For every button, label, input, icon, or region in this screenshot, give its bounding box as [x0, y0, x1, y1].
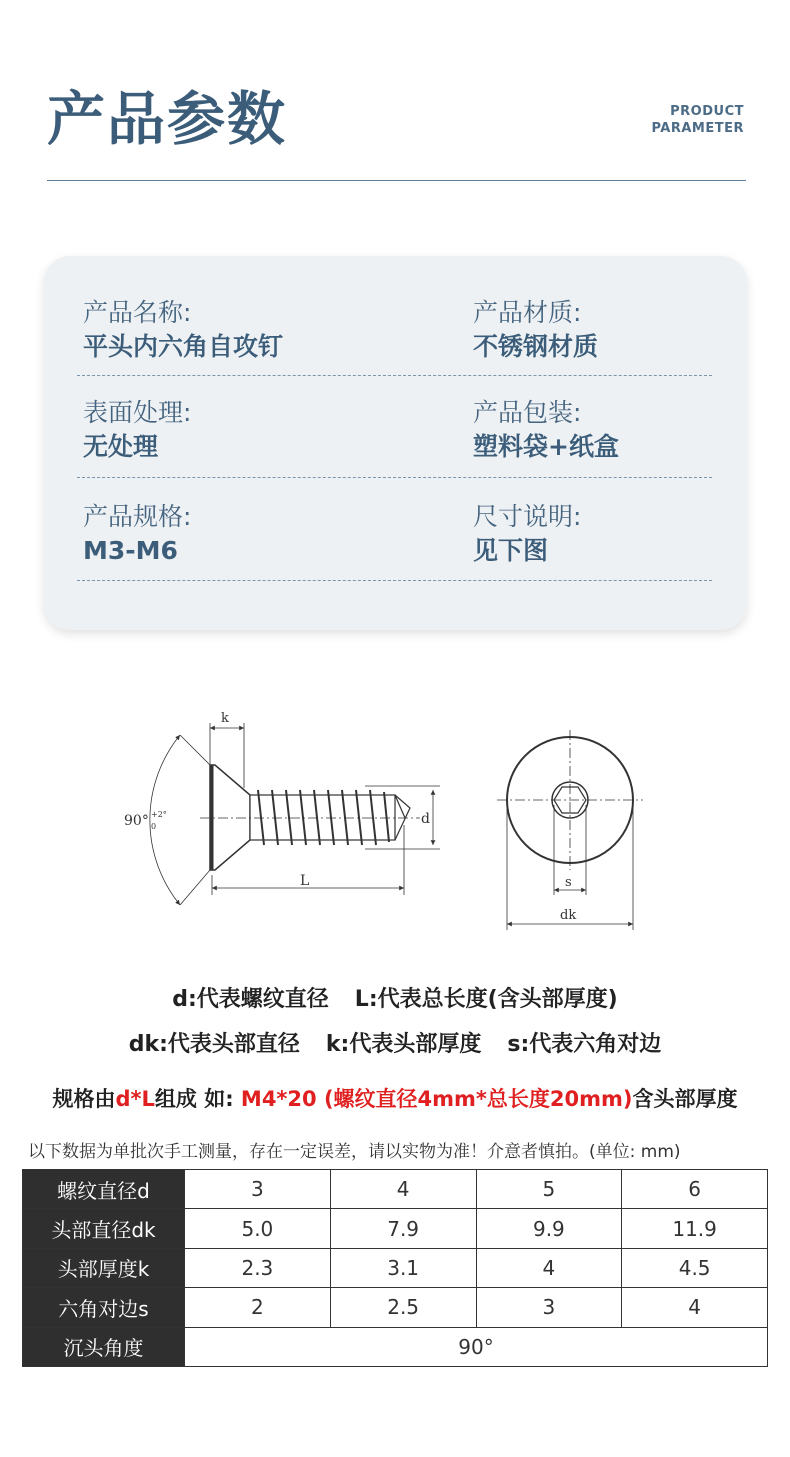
table-row — [23, 1209, 768, 1248]
page-subtitle — [651, 103, 744, 137]
legend-line-2 — [0, 1027, 790, 1058]
spec-rule-format: d*L — [115, 1087, 155, 1111]
table-row — [23, 1327, 768, 1366]
spec-value: 平头内六角自攻钉 — [83, 332, 284, 361]
page-title: 产品参数 — [47, 85, 288, 153]
table-cell: 3 — [476, 1288, 622, 1327]
spec-name — [83, 298, 283, 363]
spec-card — [44, 256, 747, 630]
spec-row-2 — [77, 376, 712, 478]
spec-rule-suffix: 含头部厚度 — [632, 1087, 738, 1111]
spec-value: M3-M6 — [83, 536, 178, 565]
spec-dimension-note — [473, 502, 581, 567]
spec-rule-mid: 组成 如: — [154, 1087, 241, 1111]
spec-rule-example: M4*20 (螺纹直径4mm*总长度20mm) — [240, 1087, 633, 1111]
subtitle-line-1: PRODUCT — [670, 104, 744, 119]
spec-label: 尺寸说明: — [473, 502, 582, 531]
top-view — [497, 730, 643, 930]
table-cell: 4 — [622, 1288, 768, 1327]
table-cell: 11.9 — [622, 1209, 768, 1248]
spec-rule-prefix: 规格由 — [52, 1087, 116, 1111]
legend-s: s:代表六角对边 — [507, 1032, 662, 1057]
spec-label: 产品材质: — [473, 298, 582, 327]
spec-material — [473, 298, 598, 363]
angle-tol-upper: +2° — [151, 810, 167, 819]
row-header: 头部厚度k — [23, 1248, 185, 1287]
spec-surface — [83, 398, 191, 463]
row-header: 头部直径dk — [23, 1209, 185, 1248]
spec-label: 表面处理: — [83, 398, 192, 427]
table-cell: 7.9 — [330, 1209, 476, 1248]
spec-value: 不锈钢材质 — [473, 332, 599, 361]
table-cell: 90° — [185, 1327, 768, 1366]
d-label: d — [421, 811, 430, 827]
size-table — [22, 1169, 768, 1367]
spec-row-1 — [77, 292, 712, 376]
title-divider — [47, 180, 746, 181]
measurement-note: 以下数据为单批次手工测量，存在一定误差，请以实物为准！介意者慎拍。(单位: mm) — [28, 1142, 681, 1162]
spec-label: 产品包装: — [473, 398, 582, 427]
spec-value: 见下图 — [473, 536, 549, 565]
table-cell: 2.3 — [185, 1248, 331, 1287]
dk-label: dk — [560, 908, 577, 923]
table-cell: 4 — [330, 1170, 476, 1209]
legend-d: d:代表螺纹直径 — [172, 987, 329, 1012]
spec-size — [83, 502, 191, 567]
angle-label: 90° — [124, 813, 149, 829]
spec-packaging — [473, 398, 619, 463]
table-cell: 5 — [476, 1170, 622, 1209]
legend-line-1 — [0, 982, 790, 1013]
table-row — [23, 1288, 768, 1327]
spec-value: 无处理 — [83, 432, 159, 461]
k-label: k — [221, 711, 229, 726]
table-cell: 2.5 — [330, 1288, 476, 1327]
row-header: 沉头角度 — [23, 1327, 185, 1366]
legend-dk: dk:代表头部直径 — [128, 1032, 300, 1057]
table-cell: 5.0 — [185, 1209, 331, 1248]
row-header: 六角对边s — [23, 1288, 185, 1327]
spec-rule — [0, 1083, 790, 1113]
spec-value: 塑料袋+纸盒 — [473, 432, 619, 461]
row-header: 螺纹直径d — [23, 1170, 185, 1209]
side-view — [150, 723, 440, 905]
l-label: L — [300, 873, 310, 889]
s-label: s — [565, 875, 572, 890]
spec-row-3 — [77, 478, 712, 581]
table-cell: 2 — [185, 1288, 331, 1327]
table-cell: 4 — [476, 1248, 622, 1287]
table-cell: 3 — [185, 1170, 331, 1209]
table-cell: 6 — [622, 1170, 768, 1209]
angle-tol-lower: 0 — [151, 822, 157, 831]
table-row — [23, 1248, 768, 1287]
table-cell: 4.5 — [622, 1248, 768, 1287]
screw-diagram — [100, 690, 660, 940]
table-cell: 9.9 — [476, 1209, 622, 1248]
subtitle-line-2: PARAMETER — [651, 121, 744, 136]
spec-label: 产品规格: — [83, 502, 192, 531]
legend-l: L:代表总长度(含头部厚度) — [354, 987, 618, 1012]
table-cell: 3.1 — [330, 1248, 476, 1287]
table-row — [23, 1170, 768, 1209]
spec-label: 产品名称: — [83, 298, 192, 327]
legend-k: k:代表头部厚度 — [325, 1032, 482, 1057]
